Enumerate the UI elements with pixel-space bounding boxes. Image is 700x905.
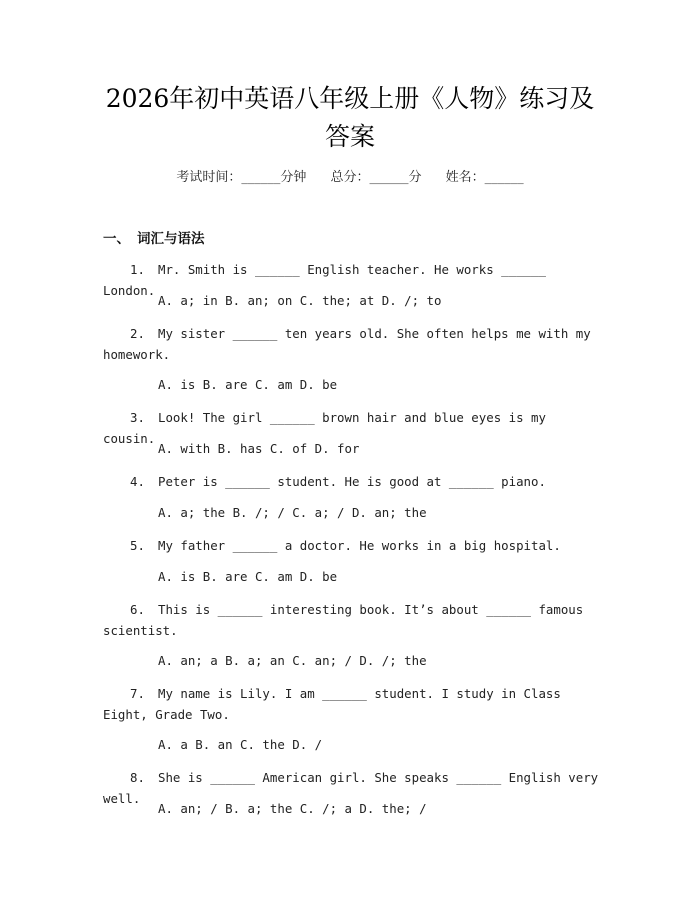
exam-time: 考试时间：______分钟	[176, 170, 307, 185]
question	[103, 683, 603, 725]
question	[103, 323, 603, 365]
question-text: Peter is ______ student. He is good at ______ piano.	[158, 474, 546, 489]
document-title	[80, 80, 620, 156]
exam-meta	[0, 168, 700, 188]
question-options: A. a; the B. /; / C. a; / D. an; the	[158, 505, 427, 520]
question-number: 3.	[130, 410, 145, 425]
section-title: 词汇与语法	[137, 231, 205, 247]
question-number: 2.	[130, 326, 145, 341]
question-text: Look! The girl ______ brown hair and blue eyes is my cousin.	[103, 410, 546, 446]
question-options: A. with B. has C. of D. for	[158, 441, 360, 456]
title-line-2: 答案	[324, 122, 375, 151]
question-text: My father ______ a doctor. He works in a big hospital.	[158, 538, 561, 553]
exam-name: 姓名：______	[445, 170, 524, 185]
question	[103, 471, 603, 492]
title-line-1: 2026年初中英语八年级上册《人物》练习及	[105, 84, 595, 113]
question-options: A. is B. are C. am D. be	[158, 377, 338, 392]
question-number: 7.	[130, 686, 145, 701]
section-number: 一、	[103, 231, 130, 247]
question-text: She is ______ American girl. She speaks ______ English very well.	[103, 770, 599, 806]
question-text: This is ______ interesting book. It’s about ______ famous scientist.	[103, 602, 584, 638]
question-text: My sister ______ ten years old. She often helps me with my homework.	[103, 326, 591, 362]
question-text: My name is Lily. I am ______ student. I study in Class Eight, Grade Two.	[103, 686, 561, 722]
question-options: A. a B. an C. the D. /	[158, 737, 323, 752]
question-options: A. an; a B. a; an C. an; / D. /; the	[158, 653, 427, 668]
section-heading	[103, 229, 205, 249]
question-number: 5.	[130, 538, 145, 553]
question-number: 1.	[130, 262, 145, 277]
question	[103, 599, 603, 641]
question-options: A. is B. are C. am D. be	[158, 569, 338, 584]
question-number: 8.	[130, 770, 145, 785]
question-number: 4.	[130, 474, 145, 489]
question-text: Mr. Smith is ______ English teacher. He works ______ London.	[103, 262, 546, 298]
question-options: A. a; in B. an; on C. the; at D. /; to	[158, 293, 442, 308]
exam-score: 总分：______分	[330, 170, 422, 185]
question	[103, 535, 603, 556]
question-options: A. an; / B. a; the C. /; a D. the; /	[158, 801, 427, 816]
question-number: 6.	[130, 602, 145, 617]
